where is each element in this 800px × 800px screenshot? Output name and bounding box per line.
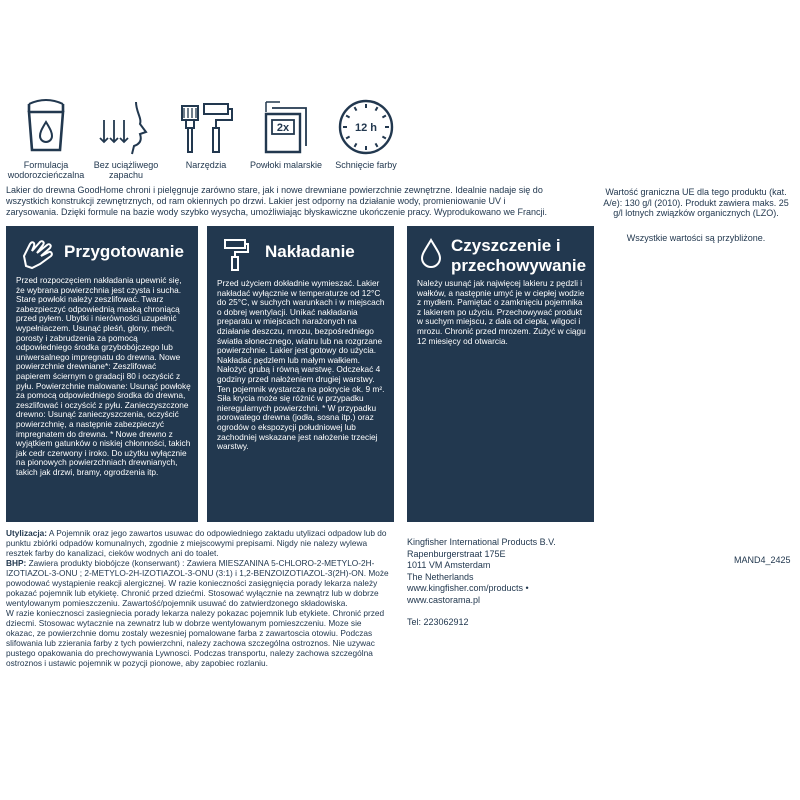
glove-icon bbox=[20, 236, 58, 270]
disposal-label: Utylizacja: bbox=[6, 528, 48, 538]
voc-text: Wartość graniczna UE dla tego produktu (kat. A/e): 130 g/l (2010). Produkt zawiera maks. 25 g/l lotnych związków organicznych (LZO). bbox=[603, 187, 789, 218]
application-panel bbox=[207, 226, 394, 522]
feature-label: Powłoki malarskie bbox=[249, 160, 323, 170]
feature-label: Schnięcie farby bbox=[335, 160, 397, 170]
low-odour-icon bbox=[96, 98, 156, 156]
tools-icon bbox=[176, 98, 236, 156]
feature-tools bbox=[166, 98, 246, 170]
company-name: Kingfisher International Products B.V. bbox=[407, 537, 556, 547]
paint-roller-icon bbox=[221, 236, 251, 272]
manufacturer-address bbox=[407, 537, 592, 628]
feature-water-based bbox=[6, 98, 86, 180]
product-description: Lakier do drewna GoodHome chroni i pielęgnuje zarówno stare, jak i nowe drewniane powierzchnie zewnętrzne. Idealnie nadaje się do wszystkich konstrukcji zewnętrznych, od ram okiennych po drzwi. Lakier jest odporny na działanie wody, promieniowanie UV i zarysowania. Dzięki formule na bazie wody szybko wysycha, umożliwiając błyskawiczne ukończenie pracy. Wyprodukowano we Francji. bbox=[6, 185, 547, 217]
panel-title: Nakładanie bbox=[265, 242, 355, 261]
preparation-panel bbox=[6, 226, 198, 522]
disposal-paragraph bbox=[6, 528, 390, 558]
country: The Netherlands bbox=[407, 571, 474, 582]
extra-paragraph: W razie koniecznosci zasiegniecia porady lekarza nalezy pokazac pojemnik lub etykiete. Chronić przed dziecmi. Stosowac wytacznie na zewnatrz lub w dobrze wentylowanym pomieszczeniu. Moze sie okazac, ze powierzchnie domu zostaly wezesniej pomalowane farba z zawartoscia otowiu. Podczas slifowania lub zzierania farby z tych powierzchni, nalezy zachowa szczególna ostroznos. Nie uzywac pustego opakowania do prechowywania Lywnosci. Podczas transportu, nalezy zachowa szczególna ostroznos i ustawic pojemnik w pozycji pionowe, aby zapobiec rozlaniu. bbox=[6, 608, 385, 668]
bhp-label: BHP: bbox=[6, 558, 27, 568]
street: Rapenburgerstraat 175E bbox=[407, 548, 506, 559]
feature-label: Formulacja wodorozcieńczalna bbox=[7, 160, 85, 180]
feature-label: Narzędzia bbox=[185, 160, 227, 170]
bhp-text: Zawiera produkty biobójcze (konserwant) : Zawiera MIESZANINA 5-CHLORO-2-METYLO-2H-IZOTIAZOL-3-ONU ; 2-METYLO-2H-IZOTIAZOL-3-ONU (3:1) i 1,2-BENZOIZOTIAZOL-3(2H)-ON. Może powodować wystąpienie reakcji alergicznej. W razie konieczności zasięgnięcia porady lekarza należy pokazać pojemnik lub etykietę. Chronić przed dziećmi. Stosować wyłącznie na zewnątrz lub w dobrze wentylowanym pomieszczeniu. Zawartość/pojemnik usuwać do zatwierdzonego składowiska. bbox=[6, 558, 389, 608]
website-link-2[interactable]: www.castorama.pl bbox=[407, 594, 481, 605]
feature-coats bbox=[246, 98, 326, 170]
approx-note: Wszystkie wartości są przybliżone. bbox=[626, 232, 766, 243]
water-based-icon bbox=[23, 98, 69, 156]
water-drop-icon bbox=[419, 238, 443, 268]
bhp-paragraph bbox=[6, 558, 390, 608]
coats-icon bbox=[256, 98, 316, 156]
drying-badge: 12 h bbox=[354, 122, 378, 134]
panel-title: Przygotowanie bbox=[64, 242, 184, 261]
panel-text: Należy usunąć jak najwięcej lakieru z pędzli i wałków, a następnie umyć je w ciepłej wodzie z mydłem. Pamiętać o zamknięciu pojemnika z lakierem po użyciu. Przechowywać produkt w suchym miejscu, z dala od ciepła, wilgoci i mrozu. Chronić przed mrozem. Zużyć w ciągu 12 miesięcy od otwarcia. bbox=[417, 278, 586, 346]
feature-icons-row bbox=[6, 98, 406, 180]
panel-text: Przed rozpoczęciem nakładania upewnić się, że wybrana powierzchnia jest czysta i sucha. Stare powłoki należy zeszlifować. Twarz zabezpieczyć odpowiednią maską chroniącą przed pyłem. Ubytki i nierówności uzupełnić wypełniaczem. Usunąć pleśń, glony, mech, porosty i zabrudzenia za pomocą odpowiedniego środka grzybobójczego lub uniwersalnego impregnatu do drewna. Nowe powierzchnie drewniane*: Zeszlifować papierem ściernym o gradacji 80 i oczyścić z pyłu. Powierzchnie malowane: Usunąć powłokę za pomocą odpowiedniego środka do drewna, zeszlifować i oczyścić z pyłu. Zanieczyszczone drewno: Usunąć zanieczyszczenia, oczyścić powierzchnię, a następnie zabezpieczyć impregnatem do drewna. * Nowe drewno z wyjątkiem gatunków o niskiej chłonności, takich jak cedr czerwony i iroko. Do użytku wyłącznie na pionowych powierzchniach drewnianych, takich jak drzwi, bramy, ogrodzenia itp. bbox=[16, 275, 191, 477]
disposal-text: A Pojemnik oraz jego zawartos usuwac do odpowiedniego zaktadu utylizaci odpadow lub do punktu zbiórki odpadów komunalnych, zgodnie z miejscowymi prepisami. Nigdy nie nalezy wylewa resztek farby do kanalizaci, cieków wodnych ani do toalet. bbox=[6, 528, 387, 558]
panel-text: Przed użyciem dokładnie wymieszać. Lakier nakładać wyłącznie w temperaturze od 12°C do 25°C, w suchych warunkach i w miejscach o dobrej wentylacji. Unikać nakładania preparatu w miejscach narażonych na działanie deszczu, mrozu, bezpośredniego światła słonecznego, wiatru lub na rozgrzane powierzchnie. Lakier jest gotowy do użycia. Nakładać pędzlem lub małym wałkiem. Nałożyć grubą i równą warstwę. Odczekać 4 godziny przed nałożeniem drugiej warstwy. Ten pojemnik wystarcza na pokrycie ok. 9 m². Siła krycia może się różnić w przypadku nieregularnych powierzchni. * W przypadku porowatego drewna (jodła, sosna itp.) oraz ogrodów o ekspozycji południowej lub zachodniej wskazane jest nałożenie trzeciej warstwy. bbox=[217, 278, 385, 452]
feature-low-odour bbox=[86, 98, 166, 180]
voc-info bbox=[598, 187, 794, 243]
cleaning-panel bbox=[407, 226, 594, 522]
drying-time-icon bbox=[336, 98, 396, 156]
safety-text bbox=[6, 528, 390, 668]
coats-badge: 2x bbox=[276, 122, 290, 134]
feature-drying-time bbox=[326, 98, 406, 170]
feature-label: Bez uciążliwego zapachu bbox=[93, 160, 159, 180]
panel-title: Czyszczenie i przechowywanie bbox=[451, 236, 587, 275]
product-code: MAND4_2425 bbox=[734, 555, 791, 565]
phone: Tel: 223062912 bbox=[407, 616, 469, 627]
city: 1011 VM Amsterdam bbox=[407, 560, 491, 571]
website-link-1[interactable]: www.kingfisher.com/products • bbox=[407, 583, 529, 594]
